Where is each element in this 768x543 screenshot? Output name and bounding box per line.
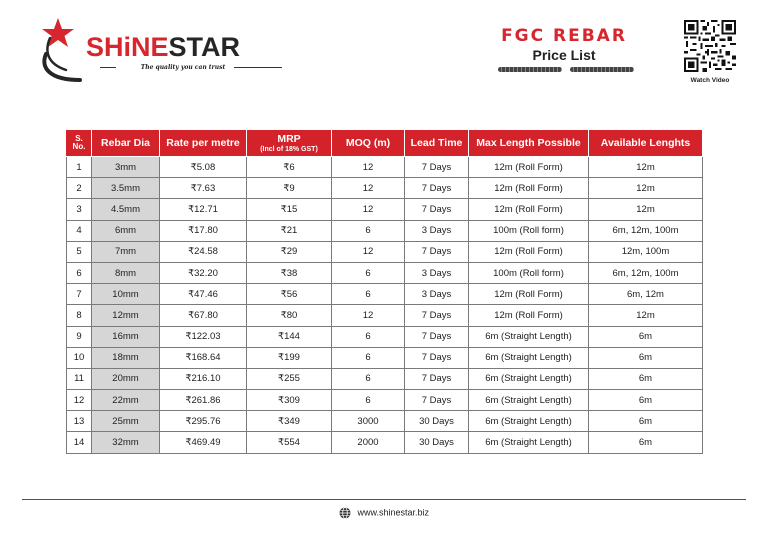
cell-rate: ₹24.58: [160, 241, 247, 262]
cell-sno: 1: [67, 157, 92, 178]
cell-sno: 7: [67, 284, 92, 305]
cell-dia: 6mm: [92, 220, 160, 241]
cell-avail: 6m, 12m, 100m: [589, 220, 703, 241]
cell-moq: 6: [332, 390, 405, 411]
cell-rate: ₹469.49: [160, 432, 247, 453]
brand-tagline: The quality you can trust: [140, 64, 226, 71]
cell-dia: 10mm: [92, 284, 160, 305]
cell-rate: ₹67.80: [160, 305, 247, 326]
cell-sno: 5: [67, 241, 92, 262]
cell-moq: 6: [332, 262, 405, 283]
cell-dia: 3.5mm: [92, 178, 160, 199]
rebar-bar-left: [498, 67, 562, 72]
cell-avail: 6m: [589, 390, 703, 411]
watch-video-label[interactable]: Watch Video: [690, 77, 730, 84]
cell-moq: 6: [332, 326, 405, 347]
cell-moq: 6: [332, 368, 405, 389]
cell-dia: 32mm: [92, 432, 160, 453]
cell-rate: ₹295.76: [160, 411, 247, 432]
cell-maxlen: 12m (Roll Form): [469, 199, 589, 220]
cell-lead: 3 Days: [405, 262, 469, 283]
cell-lead: 7 Days: [405, 178, 469, 199]
cell-sno: 14: [67, 432, 92, 453]
cell-moq: 12: [332, 178, 405, 199]
cell-maxlen: 12m (Roll Form): [469, 178, 589, 199]
cell-moq: 2000: [332, 432, 405, 453]
cell-avail: 6m: [589, 347, 703, 368]
col-header-mrp: [247, 130, 332, 157]
cell-dia: 4.5mm: [92, 199, 160, 220]
cell-dia: 25mm: [92, 411, 160, 432]
cell-rate: ₹261.86: [160, 390, 247, 411]
cell-sno: 13: [67, 411, 92, 432]
table-row: [67, 262, 703, 283]
cell-dia: 7mm: [92, 241, 160, 262]
cell-mrp: ₹56: [247, 284, 332, 305]
cell-mrp: ₹255: [247, 368, 332, 389]
cell-lead: 3 Days: [405, 284, 469, 305]
cell-mrp: ₹15: [247, 199, 332, 220]
cell-lead: 7 Days: [405, 326, 469, 347]
cell-avail: 12m: [589, 199, 703, 220]
brand-name: [86, 32, 240, 62]
tagline-rule-left: [100, 67, 116, 68]
table-row: [67, 241, 703, 262]
cell-lead: 7 Days: [405, 390, 469, 411]
col-header-rate: Rate per metre: [160, 130, 247, 157]
title-sub: Price List: [532, 47, 596, 63]
table-row: [67, 305, 703, 326]
cell-dia: 8mm: [92, 262, 160, 283]
cell-maxlen: 12m (Roll Form): [469, 284, 589, 305]
cell-avail: 6m, 12m, 100m: [589, 262, 703, 283]
cell-avail: 6m: [589, 432, 703, 453]
cell-avail: 12m: [589, 178, 703, 199]
table-row: [67, 199, 703, 220]
col-header-mrp-label: MRP: [277, 132, 301, 145]
table-header-row: [67, 130, 703, 157]
cell-maxlen: 12m (Roll Form): [469, 157, 589, 178]
cell-maxlen: 6m (Straight Length): [469, 347, 589, 368]
cell-rate: ₹47.46: [160, 284, 247, 305]
cell-dia: 18mm: [92, 347, 160, 368]
cell-rate: ₹168.64: [160, 347, 247, 368]
cell-rate: ₹17.80: [160, 220, 247, 241]
cell-rate: ₹32.20: [160, 262, 247, 283]
cell-sno: 11: [67, 368, 92, 389]
cell-avail: 6m: [589, 326, 703, 347]
rebar-bar-right: [570, 67, 634, 72]
brand-name-part2: STAR: [168, 32, 241, 62]
cell-dia: 20mm: [92, 368, 160, 389]
table-row: [67, 368, 703, 389]
cell-mrp: ₹29: [247, 241, 332, 262]
cell-moq: 6: [332, 347, 405, 368]
footer-divider: [22, 499, 746, 500]
cell-mrp: ₹199: [247, 347, 332, 368]
cell-maxlen: 100m (Roll form): [469, 262, 589, 283]
cell-lead: 3 Days: [405, 220, 469, 241]
cell-maxlen: 100m (Roll form): [469, 220, 589, 241]
cell-maxlen: 6m (Straight Length): [469, 432, 589, 453]
cell-sno: 3: [67, 199, 92, 220]
cell-sno: 2: [67, 178, 92, 199]
cell-moq: 6: [332, 220, 405, 241]
col-header-avail: Available Lenghts: [589, 130, 703, 157]
qr-code-icon[interactable]: [684, 20, 736, 72]
cell-rate: ₹7.63: [160, 178, 247, 199]
col-header-dia: Rebar Dia: [92, 130, 160, 157]
cell-mrp: ₹309: [247, 390, 332, 411]
cell-lead: 7 Days: [405, 199, 469, 220]
cell-rate: ₹12.71: [160, 199, 247, 220]
table-row: [67, 157, 703, 178]
cell-moq: 12: [332, 305, 405, 326]
cell-sno: 12: [67, 390, 92, 411]
cell-moq: 12: [332, 199, 405, 220]
globe-icon: [339, 507, 351, 519]
cell-lead: 7 Days: [405, 305, 469, 326]
footer: [0, 505, 768, 520]
cell-maxlen: 12m (Roll Form): [469, 305, 589, 326]
cell-mrp: ₹349: [247, 411, 332, 432]
cell-mrp: ₹80: [247, 305, 332, 326]
cell-avail: 12m: [589, 157, 703, 178]
cell-sno: 6: [67, 262, 92, 283]
cell-sno: 10: [67, 347, 92, 368]
cell-sno: 9: [67, 326, 92, 347]
cell-mrp: ₹9: [247, 178, 332, 199]
col-header-maxlen: Max Length Possible: [469, 130, 589, 157]
cell-maxlen: 6m (Straight Length): [469, 390, 589, 411]
website-link[interactable]: www.shinestar.biz: [357, 507, 430, 518]
brand-logo: [36, 14, 256, 88]
cell-moq: 6: [332, 284, 405, 305]
brand-name-part1: SHiNE: [86, 32, 169, 62]
col-header-moq: MOQ (m): [332, 130, 405, 157]
table-row: [67, 390, 703, 411]
tagline-rule-right: [234, 67, 282, 68]
cell-maxlen: 12m (Roll Form): [469, 241, 589, 262]
cell-avail: 6m: [589, 411, 703, 432]
table-row: [67, 411, 703, 432]
cell-lead: 30 Days: [405, 411, 469, 432]
cell-sno: 8: [67, 305, 92, 326]
table-row: [67, 432, 703, 453]
cell-mrp: ₹6: [247, 157, 332, 178]
cell-rate: ₹5.08: [160, 157, 247, 178]
cell-sno: 4: [67, 220, 92, 241]
cell-moq: 12: [332, 157, 405, 178]
cell-mrp: ₹21: [247, 220, 332, 241]
table-row: [67, 326, 703, 347]
col-header-lead: Lead Time: [405, 130, 469, 157]
cell-maxlen: 6m (Straight Length): [469, 411, 589, 432]
cell-avail: 12m: [589, 305, 703, 326]
cell-moq: 3000: [332, 411, 405, 432]
cell-lead: 7 Days: [405, 157, 469, 178]
title-main: FGC REBAR: [501, 26, 627, 46]
col-header-sno: S. No.: [67, 130, 92, 157]
table-row: [67, 284, 703, 305]
table-row: [67, 347, 703, 368]
cell-lead: 7 Days: [405, 347, 469, 368]
cell-mrp: ₹554: [247, 432, 332, 453]
document-title: [484, 26, 644, 78]
cell-mrp: ₹38: [247, 262, 332, 283]
cell-maxlen: 6m (Straight Length): [469, 368, 589, 389]
cell-lead: 7 Days: [405, 241, 469, 262]
col-header-mrp-note: (Incl of 18% GST): [260, 145, 318, 153]
cell-moq: 12: [332, 241, 405, 262]
cell-lead: 30 Days: [405, 432, 469, 453]
cell-maxlen: 6m (Straight Length): [469, 326, 589, 347]
cell-dia: 22mm: [92, 390, 160, 411]
cell-mrp: ₹144: [247, 326, 332, 347]
cell-dia: 16mm: [92, 326, 160, 347]
rebar-graphic: [498, 66, 638, 74]
table-row: [67, 178, 703, 199]
cell-dia: 12mm: [92, 305, 160, 326]
cell-avail: 6m: [589, 368, 703, 389]
cell-rate: ₹122.03: [160, 326, 247, 347]
cell-lead: 7 Days: [405, 368, 469, 389]
cell-avail: 6m, 12m: [589, 284, 703, 305]
cell-dia: 3mm: [92, 157, 160, 178]
table-row: [67, 220, 703, 241]
cell-avail: 12m, 100m: [589, 241, 703, 262]
cell-rate: ₹216.10: [160, 368, 247, 389]
price-table: [66, 130, 703, 454]
